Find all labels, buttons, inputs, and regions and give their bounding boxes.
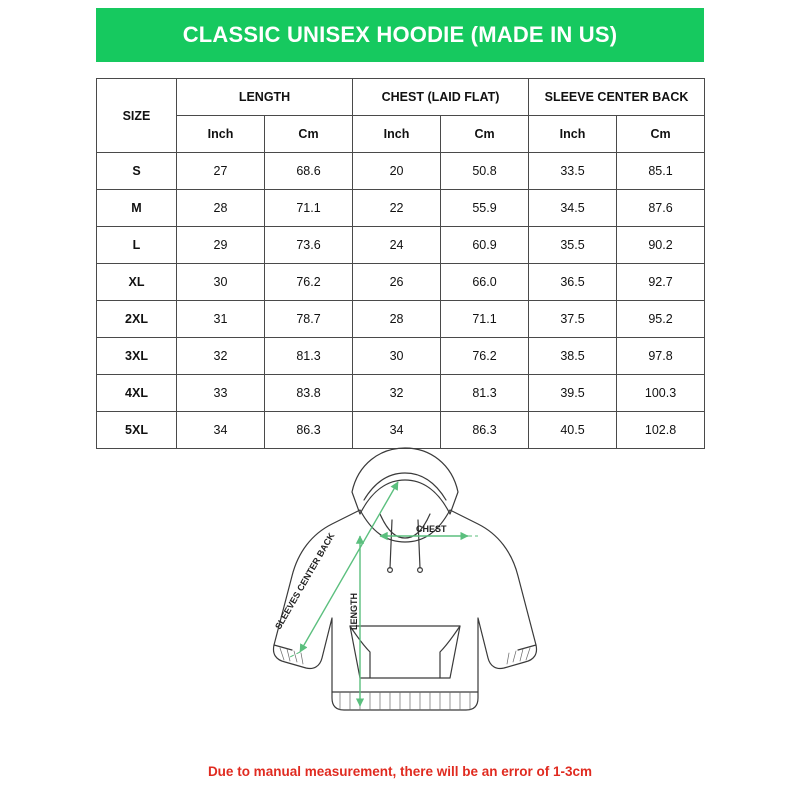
cell-sleeve-cm: 97.8: [617, 338, 705, 375]
cell-sleeve-inch: 34.5: [529, 190, 617, 227]
cell-chest-inch: 20: [353, 153, 441, 190]
table-row: [97, 153, 705, 190]
table-row: [97, 227, 705, 264]
cell-sleeve-inch: 36.5: [529, 264, 617, 301]
cell-sleeve-cm: 90.2: [617, 227, 705, 264]
cell-length-inch: 34: [177, 412, 265, 449]
cell-sleeve-inch: 37.5: [529, 301, 617, 338]
cell-sleeve-cm: 92.7: [617, 264, 705, 301]
header-sleeve: SLEEVE CENTER BACK: [529, 79, 705, 116]
cell-size: 4XL: [97, 375, 177, 412]
cell-size: 3XL: [97, 338, 177, 375]
cell-length-inch: 33: [177, 375, 265, 412]
unit-sleeve-inch: Inch: [529, 116, 617, 153]
cell-length-cm: 68.6: [265, 153, 353, 190]
table-row: [97, 190, 705, 227]
cell-length-cm: 76.2: [265, 264, 353, 301]
cell-chest-cm: 55.9: [441, 190, 529, 227]
cell-chest-cm: 50.8: [441, 153, 529, 190]
cell-chest-cm: 60.9: [441, 227, 529, 264]
unit-sleeve-cm: Cm: [617, 116, 705, 153]
cell-size: 2XL: [97, 301, 177, 338]
cell-length-inch: 27: [177, 153, 265, 190]
table-row: [97, 375, 705, 412]
header-chest: CHEST (LAID FLAT): [353, 79, 529, 116]
cell-chest-cm: 76.2: [441, 338, 529, 375]
cell-chest-cm: 81.3: [441, 375, 529, 412]
size-table: [96, 78, 705, 449]
cell-length-inch: 29: [177, 227, 265, 264]
cell-length-cm: 81.3: [265, 338, 353, 375]
hoodie-diagram: [240, 440, 570, 740]
table-group-header-row: [97, 79, 705, 116]
cell-length-inch: 28: [177, 190, 265, 227]
unit-chest-cm: Cm: [441, 116, 529, 153]
cell-length-inch: 32: [177, 338, 265, 375]
cell-sleeve-cm: 100.3: [617, 375, 705, 412]
cell-size: S: [97, 153, 177, 190]
header-banner: [96, 8, 704, 62]
cell-chest-cm: 86.3: [441, 412, 529, 449]
size-table-container: [96, 78, 704, 449]
cell-chest-inch: 32: [353, 375, 441, 412]
cell-sleeve-cm: 95.2: [617, 301, 705, 338]
table-unit-header-row: [97, 116, 705, 153]
table-body: [97, 153, 705, 449]
cell-sleeve-inch: 39.5: [529, 375, 617, 412]
cell-size: M: [97, 190, 177, 227]
cell-sleeve-cm: 87.6: [617, 190, 705, 227]
unit-length-inch: Inch: [177, 116, 265, 153]
cell-chest-inch: 28: [353, 301, 441, 338]
label-sleeves-center-back: SLEEVES CENTER BACK: [273, 531, 337, 631]
unit-length-cm: Cm: [265, 116, 353, 153]
cell-length-cm: 71.1: [265, 190, 353, 227]
cell-length-cm: 78.7: [265, 301, 353, 338]
cell-sleeve-cm: 102.8: [617, 412, 705, 449]
page-title: CLASSIC UNISEX HOODIE (MADE IN US): [182, 21, 618, 47]
cell-sleeve-inch: 40.5: [529, 412, 617, 449]
cell-chest-cm: 71.1: [441, 301, 529, 338]
cell-size: L: [97, 227, 177, 264]
unit-chest-inch: Inch: [353, 116, 441, 153]
header-size: SIZE: [97, 79, 177, 153]
label-length: LENGTH: [349, 593, 359, 630]
cell-chest-inch: 22: [353, 190, 441, 227]
cell-chest-inch: 30: [353, 338, 441, 375]
cell-chest-inch: 26: [353, 264, 441, 301]
table-row: [97, 338, 705, 375]
cell-length-inch: 31: [177, 301, 265, 338]
measurement-disclaimer: Due to manual measurement, there will be an error of 1-3cm: [207, 764, 593, 779]
cell-length-inch: 30: [177, 264, 265, 301]
cell-length-cm: 83.8: [265, 375, 353, 412]
cell-sleeve-inch: 33.5: [529, 153, 617, 190]
cell-size: 5XL: [97, 412, 177, 449]
label-chest: CHEST: [416, 524, 447, 534]
cell-sleeve-inch: 35.5: [529, 227, 617, 264]
cell-size: XL: [97, 264, 177, 301]
cell-chest-inch: 34: [353, 412, 441, 449]
table-row: [97, 301, 705, 338]
cell-length-cm: 86.3: [265, 412, 353, 449]
cell-length-cm: 73.6: [265, 227, 353, 264]
cell-chest-inch: 24: [353, 227, 441, 264]
table-row: [97, 264, 705, 301]
cell-sleeve-cm: 85.1: [617, 153, 705, 190]
cell-chest-cm: 66.0: [441, 264, 529, 301]
header-length: LENGTH: [177, 79, 353, 116]
cell-sleeve-inch: 38.5: [529, 338, 617, 375]
